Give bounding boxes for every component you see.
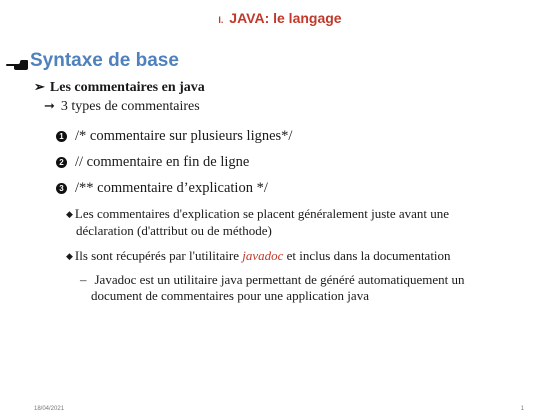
slide-title [0, 10, 560, 26]
section-item [34, 79, 205, 96]
javadoc-highlight: javadoc [242, 248, 284, 263]
section-heading [6, 50, 179, 72]
comment-type-text: /* commentaire sur plusieurs lignes*/ [75, 128, 293, 144]
diamond-bullet-icon: ◆ [66, 251, 73, 261]
para1-line1: Les commentaires d'explication se placent généralement juste avant une [74, 206, 450, 221]
comment-type-item [56, 128, 292, 145]
para2-before: Ils sont récupérés par l'utilitaire [74, 248, 243, 263]
footer-date: 18/04/2021 [34, 406, 65, 412]
footer-page-number: 1 [520, 406, 524, 412]
para3-line1: Javadoc est un utilitaire java permettant de généré automatiquement un [94, 272, 465, 287]
numbered-circle-icon: 3 [56, 183, 67, 194]
explanation-paragraph [66, 206, 506, 239]
comment-type-item [56, 154, 249, 171]
comment-type-text: // commentaire en fin de ligne [75, 154, 250, 170]
comment-type-text: /** commentaire d’explication */ [75, 180, 268, 196]
right-arrow-icon: ➞ [44, 98, 55, 113]
title-text: JAVA: le langage [229, 10, 342, 26]
numbered-circle-icon: 1 [56, 131, 67, 142]
para3-line2: document de commentaires pour une application java [91, 288, 369, 303]
dash-bullet-icon: – [80, 272, 87, 287]
heading-text: Syntaxe de base [30, 50, 179, 71]
diamond-bullet-icon: ◆ [66, 209, 73, 219]
subsection-item [44, 98, 200, 115]
subsection-label: 3 types de commentaires [60, 99, 200, 114]
numbered-circle-icon: 2 [56, 157, 67, 168]
section-label: Les commentaires en java [49, 80, 205, 95]
javadoc-paragraph [66, 248, 526, 265]
para1-line2: déclaration (d'attribut ou de méthode) [76, 223, 272, 238]
comment-type-item [56, 180, 268, 197]
title-number: I. [218, 15, 224, 25]
pointing-hand-icon [6, 55, 28, 67]
javadoc-definition [80, 272, 520, 304]
arrowhead-bullet-icon: ➢ [34, 79, 45, 94]
para2-after: et inclus dans la documentation [283, 248, 451, 263]
